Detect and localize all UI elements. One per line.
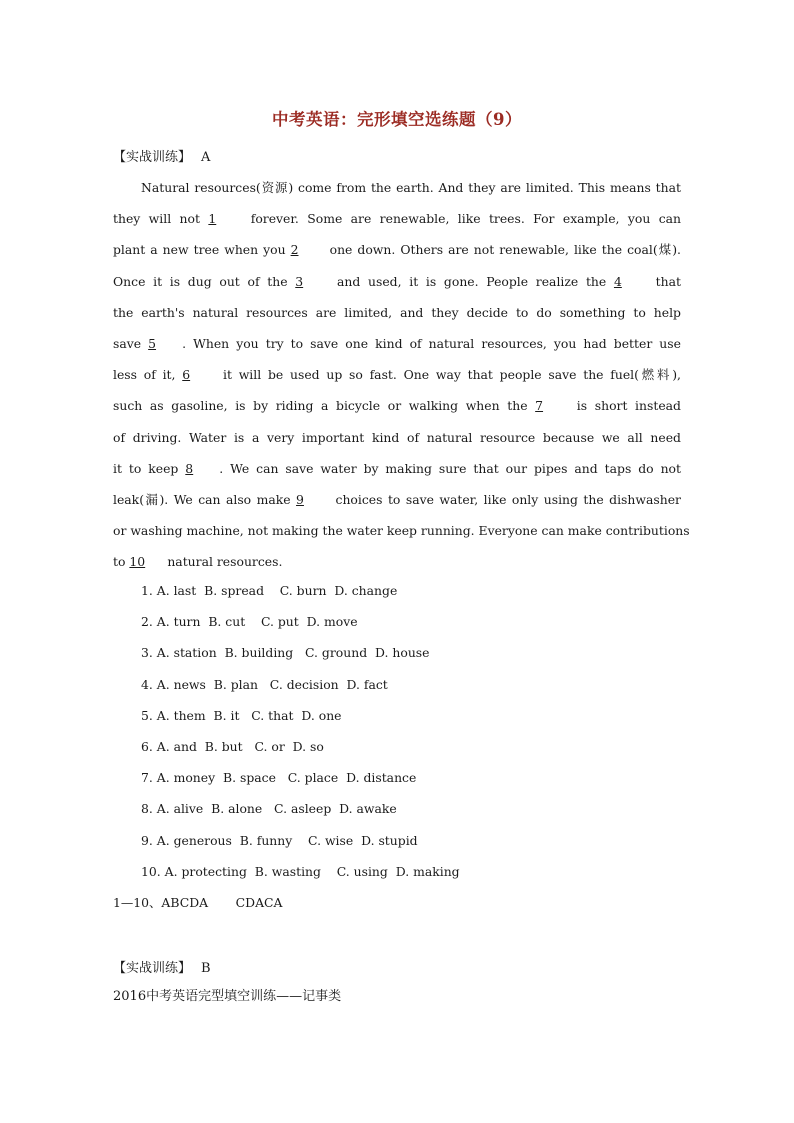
passage-line bbox=[113, 515, 690, 546]
passage-text: forever. Some are renewable, like trees. For example, you can bbox=[242, 211, 681, 227]
passage-text: is short instead bbox=[569, 398, 681, 414]
passage-text: that bbox=[647, 273, 681, 289]
passage-text: natural resources. bbox=[163, 554, 283, 570]
passage-text: . We can save water by making sure that our pipes and taps do not bbox=[219, 460, 681, 476]
passage-text: leak(漏). We can also make bbox=[113, 491, 297, 507]
document-subtitle: 2016中考英语完型填空训练——记事类 bbox=[113, 989, 342, 1004]
page-title: 中考英语：完形填空选练题（9） bbox=[272, 110, 522, 129]
option-line: 3. A. station B. building C. ground D. house bbox=[141, 645, 430, 661]
passage-line bbox=[113, 203, 681, 234]
cloze-blank: 6 bbox=[182, 367, 191, 383]
section-a-letter: A bbox=[201, 150, 211, 165]
option-line: 7. A. money B. space C. place D. distance bbox=[141, 770, 417, 786]
cloze-blank: 3 bbox=[295, 273, 304, 289]
passage-line bbox=[113, 266, 681, 297]
passage-line bbox=[113, 359, 681, 390]
passage-text: Once it is dug out of the bbox=[113, 273, 296, 289]
passage-text: or washing machine, not making the water keep running. Everyone can make contributions bbox=[113, 523, 690, 539]
cloze-blank: 2 bbox=[290, 242, 299, 258]
passage-line bbox=[113, 297, 681, 328]
option-line: 2. A. turn B. cut C. put D. move bbox=[141, 614, 358, 630]
passage-line bbox=[113, 172, 681, 203]
cloze-blank: 7 bbox=[535, 398, 544, 414]
option-line: 1. A. last B. spread C. burn D. change bbox=[141, 583, 398, 598]
answer-key: 1—10、ABCDA CDACA bbox=[113, 895, 283, 910]
passage-text: the earth's natural resources are limited, and they decide to do something to help bbox=[113, 304, 681, 320]
passage-text: of driving. Water is a very important kind of natural resource because we all need bbox=[113, 429, 681, 445]
passage-line bbox=[113, 546, 681, 577]
option-line: 10. A. protecting B. wasting C. using D. making bbox=[141, 863, 460, 879]
cloze-blank: 8 bbox=[185, 460, 194, 476]
cloze-blank: 9 bbox=[296, 491, 304, 507]
passage-line bbox=[113, 453, 681, 484]
passage-text: plant a new tree when you bbox=[113, 242, 291, 258]
cloze-blank: 4 bbox=[613, 273, 622, 289]
passage-line bbox=[113, 484, 681, 515]
passage-text: save bbox=[113, 335, 149, 351]
cloze-blank: 10 bbox=[129, 554, 146, 570]
option-line: 5. A. them B. it C. that D. one bbox=[141, 707, 342, 723]
passage-text: to bbox=[113, 554, 130, 570]
passage-text: they will not bbox=[113, 211, 209, 227]
passage-text: Natural resources(资源) come from the earth. And they are limited. This means that bbox=[141, 180, 681, 195]
passage-text: less of it, bbox=[113, 367, 183, 383]
passage-text: it to keep bbox=[113, 460, 186, 476]
passage-text: choices to save water, like only using the dishwasher bbox=[330, 491, 681, 507]
passage-line bbox=[113, 328, 681, 359]
section-a-heading bbox=[113, 146, 210, 165]
answer-options-list bbox=[141, 575, 460, 887]
passage-text: . When you try to save one kind of natural resources, you had better use bbox=[182, 335, 681, 351]
cloze-blank: 1 bbox=[208, 211, 217, 227]
section-b-label: 【实战训练】 bbox=[113, 961, 192, 976]
passage-text: it will be used up so fast. One way that people save the fuel(燃料), bbox=[216, 367, 681, 383]
cloze-blank: 5 bbox=[148, 335, 157, 351]
section-b-letter: B bbox=[201, 961, 211, 976]
cloze-passage bbox=[113, 172, 690, 577]
passage-text: such as gasoline, is by riding a bicycle or walking when the bbox=[113, 398, 536, 414]
option-line: 6. A. and B. but C. or D. so bbox=[141, 738, 324, 754]
passage-text: and used, it is gone. People realize the bbox=[329, 273, 614, 289]
section-a-label: 【实战训练】 bbox=[113, 150, 192, 165]
passage-line bbox=[113, 422, 681, 453]
option-line: 8. A. alive B. alone C. asleep D. awake bbox=[141, 801, 397, 817]
option-line: 9. A. generous B. funny C. wise D. stupid bbox=[141, 832, 418, 848]
section-b-heading bbox=[113, 957, 211, 976]
passage-line bbox=[113, 390, 681, 421]
option-line: 4. A. news B. plan C. decision D. fact bbox=[141, 676, 388, 692]
passage-line bbox=[113, 234, 681, 265]
passage-text: one down. Others are not renewable, like the coal(煤). bbox=[324, 242, 681, 258]
